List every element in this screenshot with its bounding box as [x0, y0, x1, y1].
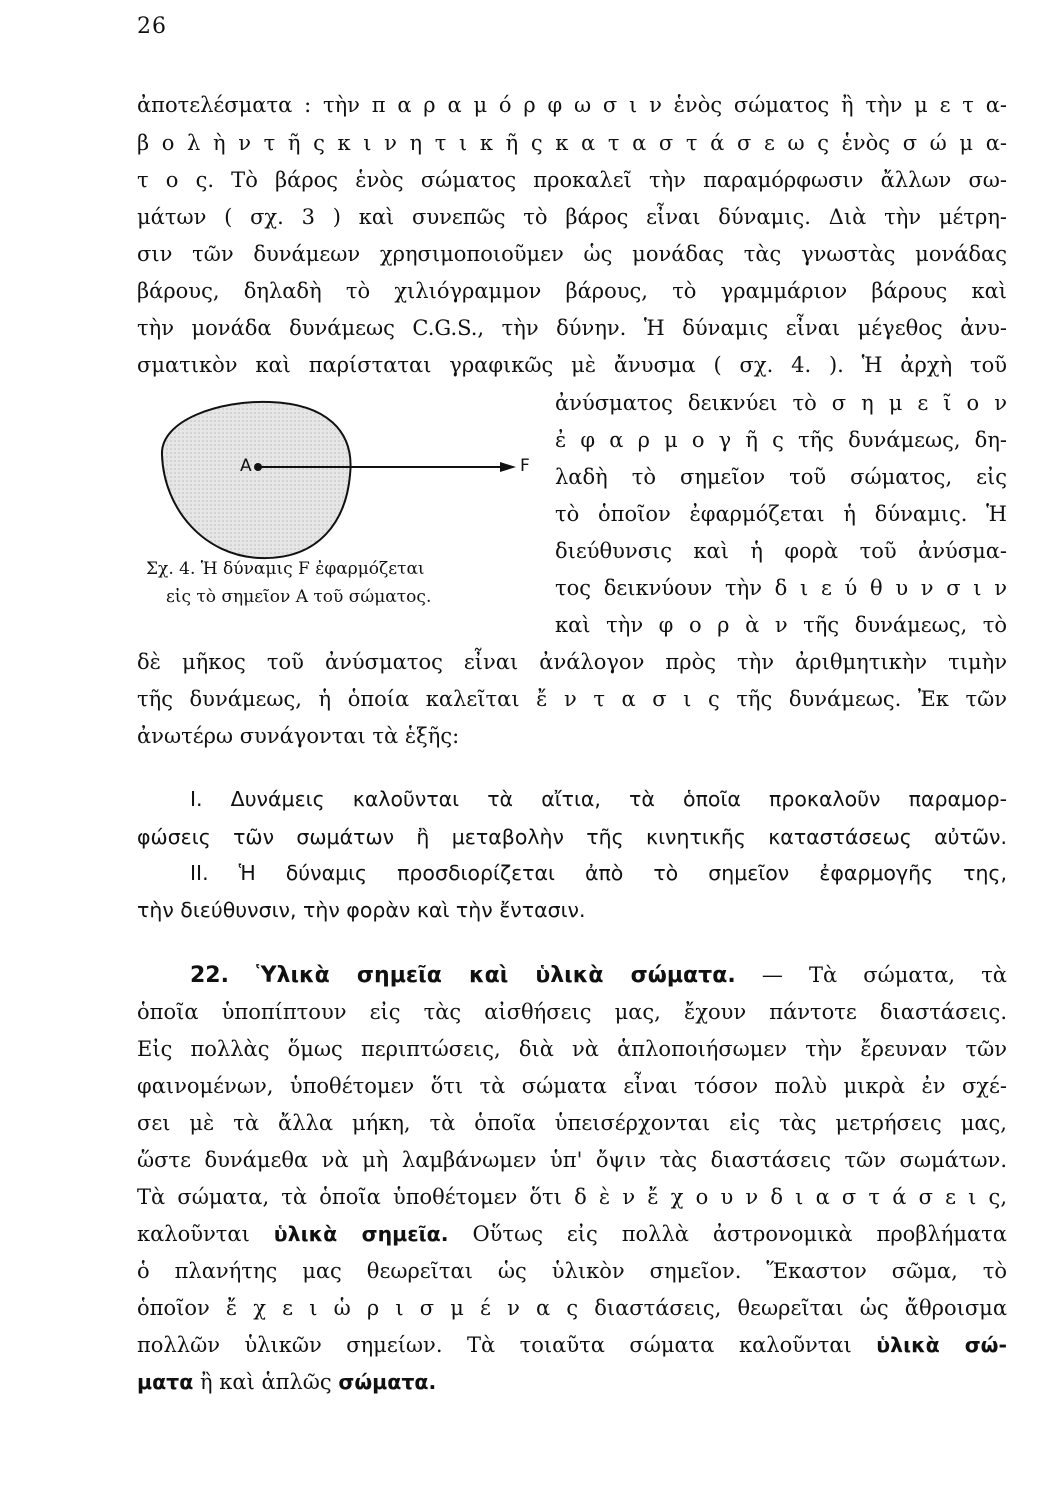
text-line: ἀνύσματος δεικνύει τὸ σ η μ ε ῖ ο ν: [555, 391, 1007, 415]
section-heading: 22. Ὑλικὰ σημεῖα καὶ ὑλικὰ σώματα.: [190, 963, 736, 988]
bold-term: ὑλικὰ σώ-: [876, 1333, 1007, 1357]
text-line: διεύθυνσις καὶ ἡ φορὰ τοῦ ἀνύσμα-: [555, 539, 1007, 563]
bold-term: ματα: [137, 1370, 194, 1394]
text-line: ἀποτελέσματα : τὴν π α ρ α μ ό ρ φ ω σ ι ν ἑνὸς σώματος ἢ τὴν μ ε τ α-: [137, 93, 1007, 117]
text-line: δὲ μῆκος τοῦ ἀνύσματος εἶναι ἀνάλογον πρὸς τὴν ἀριθμητικὴν τιμὴν: [137, 650, 1007, 674]
text-line: σματικὸν καὶ παρίσταται γραφικῶς μὲ ἄνυσμα ( σχ. 4. ). Ἡ ἀρχὴ τοῦ: [137, 353, 1007, 377]
text-line: Τὰ σώματα, τὰ ὁποῖα ὑποθέτομεν ὅτι δ ὲ ν ἔ χ ο υ ν δ ι α σ τ ά σ ε ι ς,: [137, 1185, 1007, 1209]
text-line: λαδὴ τὸ σημεῖον τοῦ σώματος, εἰς: [555, 465, 1007, 489]
summary-item-2: II. Ἡ δύναμις προσδιορίζεται ἀπὸ τὸ σημεῖον ἐφαρμογῆς της,: [190, 861, 1007, 885]
text-span: — Τὰ σώματα, τὰ: [761, 963, 1007, 987]
summary-item-1: I. Δυνάμεις καλοῦνται τὰ αἴτια, τὰ ὁποῖα προκαλοῦν παραμορ-: [190, 787, 1007, 811]
text-line: ἀνωτέρω συνάγονται τὰ ἑξῆς:: [137, 724, 460, 748]
text-line: τῆς δυνάμεως, ἡ ὁποία καλεῖται ἔ ν τ α σ ι ς τῆς δυνάμεως. Ἐκ τῶν: [137, 687, 1007, 711]
text-line: μάτων ( σχ. 3 ) καὶ συνεπῶς τὸ βάρος εἶναι δύναμις. Διὰ τὴν μέτρη-: [137, 205, 1007, 229]
bold-term: ὑλικὰ σημεῖα.: [273, 1222, 449, 1246]
summary-item-1: φώσεις τῶν σωμάτων ἢ μεταβολὴν τῆς κινητικῆς καταστάσεως αὐτῶν.: [137, 825, 1007, 849]
figure-4-diagram: [150, 400, 540, 570]
text-line: τὴν μονάδα δυνάμεως C.G.S., τὴν δύνην. Ἡ δύναμις εἶναι μέγεθος ἀνυ-: [137, 316, 1007, 340]
force-vector-arrowhead: [500, 462, 516, 472]
text-line: τὸ ὁποῖον ἐφαρμόζεται ἡ δύναμις. Ἡ: [555, 502, 1007, 526]
bold-term: σώματα.: [338, 1370, 437, 1394]
text-line: ὁποῖα ὑποπίπτουν εἰς τὰς αἰσθήσεις μας, ἔχουν πάντοτε διαστάσεις.: [137, 1000, 1007, 1024]
section-22-heading-line: [190, 960, 1007, 991]
body-shape: [162, 402, 351, 558]
text-span: ἢ καὶ ἁπλῶς: [200, 1370, 332, 1394]
summary-item-2: τὴν διεύθυνσιν, τὴν φορὰν καὶ τὴν ἔντασιν.: [137, 898, 586, 922]
text-line: ὁ πλανήτης μας θεωρεῖται ὡς ὑλικὸν σημεῖον. Ἕκαστον σῶμα, τὸ: [137, 1259, 1007, 1283]
text-span: πολλῶν ὑλικῶν σημείων. Τὰ τοιαῦτα σώματα καλοῦνται: [137, 1333, 852, 1357]
text-line: ὥστε δυνάμεθα νὰ μὴ λαμβάνωμεν ὑπ' ὄψιν τὰς διαστάσεις τῶν σωμάτων.: [137, 1148, 1007, 1172]
text-line: βάρους, δηλαδὴ τὸ χιλιόγραμμον βάρους, τὸ γραμμάριον βάρους καὶ: [137, 279, 1007, 303]
text-line: φαινομένων, ὑποθέτομεν ὅτι τὰ σώματα εἶναι τόσον πολὺ μικρὰ ἐν σχέ-: [137, 1074, 1007, 1098]
text-line: τ ο ς. Τὸ βάρος ἑνὸς σώματος προκαλεῖ τὴν παραμόρφωσιν ἄλλων σω-: [137, 168, 1007, 192]
text-line: σιν τῶν δυνάμεων χρησιμοποιοῦμεν ὡς μονάδας τὰς γνωστὰς μονάδας: [137, 242, 1007, 266]
text-line: καὶ τὴν φ ο ρ ὰ ν τῆς δυνάμεως, τὸ: [555, 613, 1007, 637]
page-number: 26: [137, 14, 167, 39]
text-line: Εἰς πολλὰς ὅμως περιπτώσεις, διὰ νὰ ἁπλοποιήσωμεν τὴν ἔρευναν τῶν: [137, 1037, 1007, 1061]
text-span: καλοῦνται: [137, 1222, 250, 1246]
text-line: σει μὲ τὰ ἄλλα μήκη, τὰ ὁποῖα ὑπεισέρχονται εἰς τὰς μετρήσεις μας,: [137, 1111, 1007, 1135]
figure-4: [150, 400, 540, 580]
text-span: Οὕτως εἰς πολλὰ ἀστρονομικὰ προβλήματα: [472, 1222, 1007, 1246]
figure-caption: Σχ. 4. Ἡ δύναμις F ἐφαρμόζεται: [146, 559, 425, 579]
label-a: A: [240, 456, 252, 476]
text-line: ἐ φ α ρ μ ο γ ῆ ς τῆς δυνάμεως, δη-: [555, 428, 1007, 452]
text-line: [137, 1367, 1007, 1397]
text-line: [137, 1219, 1007, 1249]
figure-caption: εἰς τὸ σημεῖον A τοῦ σώματος.: [166, 587, 432, 607]
text-line: [137, 1330, 1007, 1360]
text-line: τος δεικνύουν τὴν δ ι ε ύ θ υ ν σ ι ν: [555, 576, 1007, 600]
label-f: F: [520, 456, 530, 476]
text-line: β ο λ ὴ ν τ ῆ ς κ ι ν η τ ι κ ῆ ς κ α τ α σ τ ά σ ε ω ς ἑνὸς σ ώ μ α-: [137, 131, 1007, 155]
text-line: ὁποῖον ἔ χ ε ι ὡ ρ ι σ μ έ ν α ς διαστάσεις, θεωρεῖται ὡς ἄθροισμα: [137, 1296, 1007, 1320]
